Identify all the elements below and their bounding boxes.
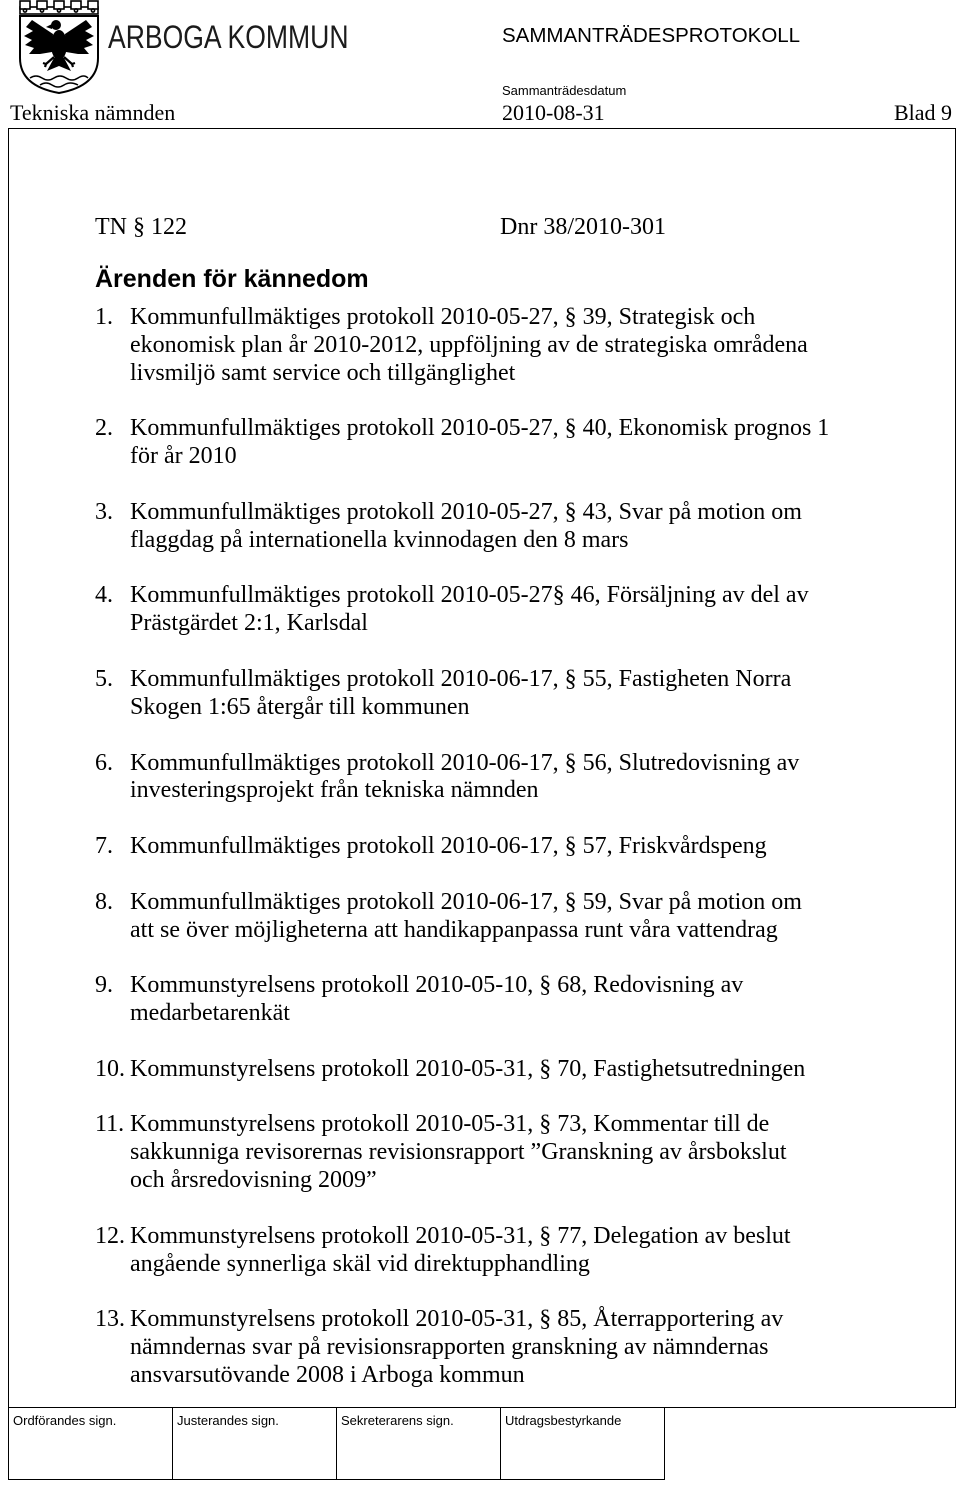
item-text xyxy=(130,499,802,555)
item-text xyxy=(130,750,799,806)
item-text-line: Kommunfullmäktiges protokoll 2010-06-17, § 57, Friskvårdspeng xyxy=(130,833,767,860)
item-number: 7. xyxy=(95,833,113,860)
item-text-line: Kommunfullmäktiges protokoll 2010-06-17, § 56, Slutredovisning av xyxy=(130,749,800,776)
item-text xyxy=(130,415,829,471)
item-text-line: och årsredovisning 2009” xyxy=(130,1167,377,1194)
item-text xyxy=(130,1306,783,1390)
list-item xyxy=(95,499,915,555)
item-number: 13. xyxy=(95,1306,125,1333)
item-number: 4. xyxy=(95,582,113,609)
page-number: Blad 9 xyxy=(893,100,952,125)
diary-number: Dnr 38/2010-301 xyxy=(500,214,666,240)
signature-cell-certification xyxy=(501,1408,665,1480)
item-text xyxy=(130,1223,791,1279)
item-number: 5. xyxy=(95,665,113,692)
item-text-line: Kommunstyrelsens protokoll 2010-05-10, § 68, Redovisning av xyxy=(130,972,744,999)
item-number: 1. xyxy=(95,304,113,330)
list-item xyxy=(95,1223,915,1279)
signature-cell-adjuster xyxy=(173,1408,337,1480)
item-text xyxy=(130,582,809,638)
item-text xyxy=(130,889,802,945)
list-item xyxy=(95,1111,915,1195)
signature-label: Sekreterarens sign. xyxy=(341,1413,454,1428)
item-text xyxy=(130,833,767,861)
signature-label: Ordförandes sign. xyxy=(13,1413,117,1428)
item-list xyxy=(95,304,915,1390)
signature-row xyxy=(9,1408,665,1480)
list-item xyxy=(95,1306,915,1390)
mural-crown xyxy=(20,1,98,14)
item-number: 12. xyxy=(95,1222,125,1249)
list-item xyxy=(95,972,915,1028)
item-text-line: Kommunstyrelsens protokoll 2010-05-31, § 70, Fastighetsutredningen xyxy=(130,1055,806,1082)
item-text-line: ansvarsutövande 2008 i Arboga kommun xyxy=(130,1362,525,1389)
item-text-line: för år 2010 xyxy=(130,443,237,470)
document-type: SAMMANTRÄDESPROTOKOLL xyxy=(502,24,801,47)
item-text xyxy=(130,666,791,722)
item-number: 6. xyxy=(95,749,113,776)
item-text-line: flaggdag på internationella kvinnodagen den 8 mars xyxy=(130,526,629,553)
item-text xyxy=(130,304,808,388)
item-number: 11. xyxy=(95,1111,125,1138)
item-text-line: att se över möjligheterna att handikappanpassa runt våra vattendrag xyxy=(130,916,778,943)
signature-label: Utdragsbestyrkande xyxy=(505,1413,622,1428)
meeting-date-label: Sammanträdesdatum xyxy=(502,83,627,98)
item-text-line: livsmiljö samt service och tillgänglighet xyxy=(130,359,516,386)
item-text-line: ekonomisk plan år 2010-2012, uppföljning av de strategiska områdena xyxy=(130,331,808,358)
section-heading: Ärenden för kännedom xyxy=(95,265,369,293)
item-number: 9. xyxy=(95,972,113,999)
signature-label: Justerandes sign. xyxy=(177,1413,279,1428)
item-text-line: Kommunfullmäktiges protokoll 2010-05-27, § 39, Strategisk och xyxy=(130,304,756,330)
item-text-line: Kommunstyrelsens protokoll 2010-05-31, § 85, Återrapportering av xyxy=(130,1306,784,1333)
item-text xyxy=(130,972,743,1028)
item-text xyxy=(130,1111,787,1195)
list-item xyxy=(95,304,915,388)
list-item xyxy=(95,889,915,945)
item-text-line: nämndernas svar på revisionsrapporten granskning av nämndernas xyxy=(130,1334,769,1361)
paragraph-number: TN § 122 xyxy=(95,214,187,240)
signature-table xyxy=(8,1407,665,1480)
list-item xyxy=(95,1056,915,1084)
signature-cell-secretary xyxy=(337,1408,501,1480)
committee-name: Tekniska nämnden xyxy=(10,100,176,125)
coat-of-arms-icon xyxy=(16,0,102,94)
item-text-line: Kommunfullmäktiges protokoll 2010-06-17, § 55, Fastigheten Norra xyxy=(130,665,792,692)
list-item xyxy=(95,833,915,861)
item-number: 3. xyxy=(95,498,113,525)
item-text-line: Prästgärdet 2:1, Karlsdal xyxy=(130,610,368,637)
list-item xyxy=(95,666,915,722)
list-item xyxy=(95,415,915,471)
item-text-line: investeringsprojekt från tekniska nämnden xyxy=(130,777,539,804)
list-item xyxy=(95,582,915,638)
organization-name: ARBOGA KOMMUN xyxy=(108,19,349,55)
item-text xyxy=(130,1056,805,1084)
item-text-line: sakkunniga revisorernas revisionsrapport ”Granskning av årsbokslut xyxy=(130,1139,787,1166)
item-text-line: Kommunstyrelsens protokoll 2010-05-31, § 73, Kommentar till de xyxy=(130,1111,770,1138)
item-text-line: Kommunfullmäktiges protokoll 2010-05-27§ 46, Försäljning av del av xyxy=(130,582,809,609)
item-text-line: Skogen 1:65 återgår till kommunen xyxy=(130,693,470,720)
item-number: 2. xyxy=(95,415,113,442)
meeting-date: 2010-08-31 xyxy=(502,100,605,125)
item-number: 8. xyxy=(95,888,113,915)
item-text-line: Kommunfullmäktiges protokoll 2010-06-17, § 59, Svar på motion om xyxy=(130,888,802,915)
item-text-line: Kommunstyrelsens protokoll 2010-05-31, § 77, Delegation av beslut xyxy=(130,1222,791,1249)
list-item xyxy=(95,750,915,806)
signature-cell-chair xyxy=(9,1408,173,1480)
item-text-line: Kommunfullmäktiges protokoll 2010-05-27, § 43, Svar på motion om xyxy=(130,498,802,525)
item-text-line: angående synnerliga skäl vid direktupphandling xyxy=(130,1250,590,1277)
item-number: 10. xyxy=(95,1055,125,1082)
item-text-line: medarbetarenkät xyxy=(130,1000,290,1027)
item-text-line: Kommunfullmäktiges protokoll 2010-05-27, § 40, Ekonomisk prognos 1 xyxy=(130,415,830,442)
